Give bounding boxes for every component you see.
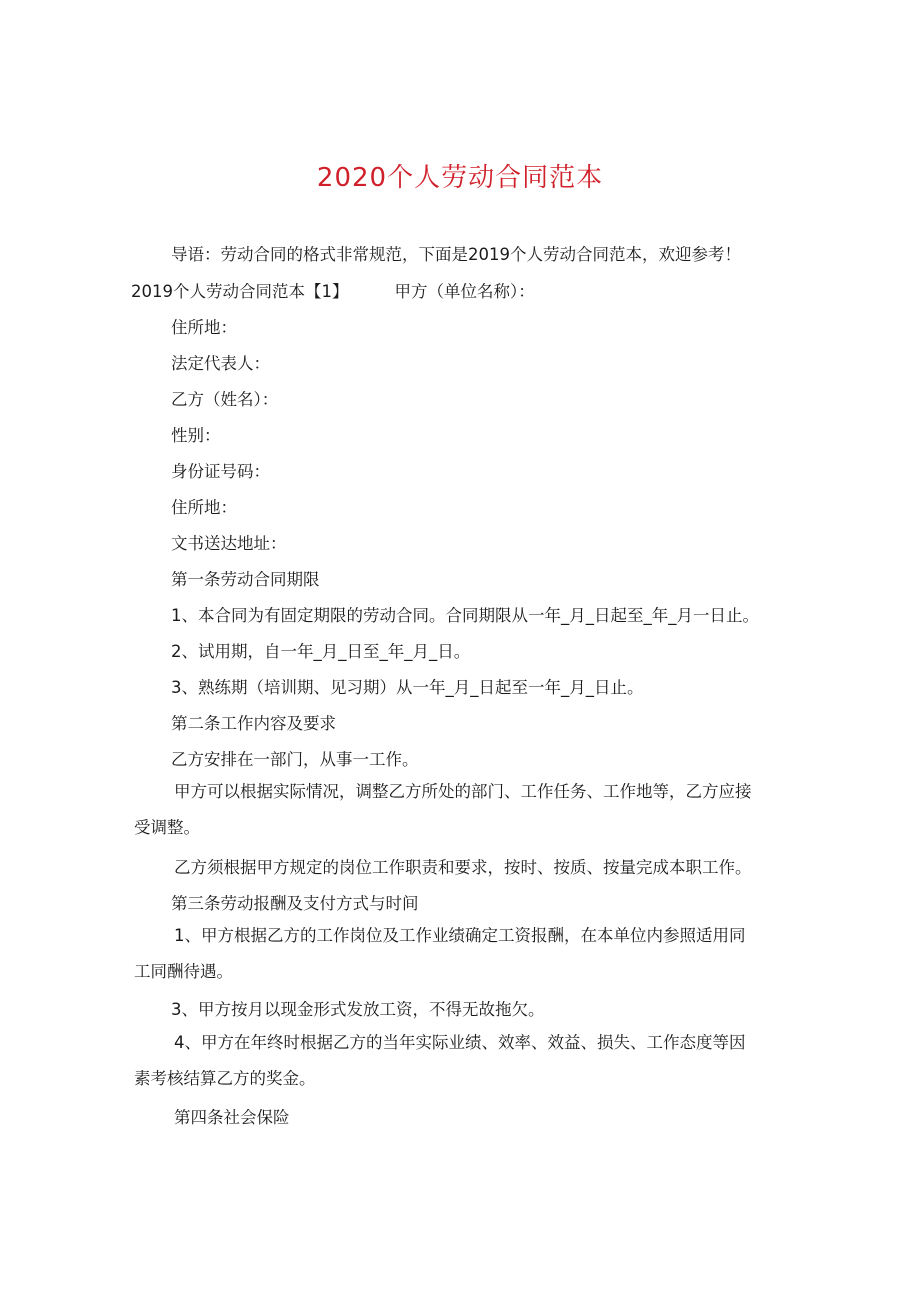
article3-item1: 1、甲方根据乙方的工作岗位及工作业绩确定工资报酬，在本单位内参照适用同工同酬待遇。 [134, 926, 746, 981]
article2-paragraph3: 乙方须根据甲方规定的岗位工作职责和要求，按时、按质、按量完成本职工作。 [174, 858, 752, 877]
id-number-field: 身份证号码： [171, 462, 270, 481]
article2-heading: 第二条工作内容及要求 [171, 714, 336, 733]
article1-heading: 第一条劳动合同期限 [171, 570, 320, 589]
article1-item2: 2、试用期，自一年_月_日至_年_月_日。 [171, 642, 471, 661]
section-heading: 2019个人劳动合同范本【1】 [131, 282, 349, 301]
article3-item4: 4、甲方在年终时根据乙方的当年实际业绩、效率、效益、损失、工作态度等因素考核结算乙方的奖金。 [134, 1033, 746, 1088]
intro-paragraph: 导语：劳动合同的格式非常规范，下面是2019个人劳动合同范本，欢迎参考！ [171, 245, 741, 264]
article1-item1: 1、本合同为有固定期限的劳动合同。合同期限从一年_月_日起至_年_月一日止。 [171, 606, 759, 625]
article1-item3: 3、熟练期（培训期、见习期）从一年_月_日起至一年_月_日止。 [171, 678, 644, 697]
article3-item3: 3、甲方按月以现金形式发放工资，不得无故拖欠。 [171, 1000, 545, 1019]
gender-field: 性别： [171, 426, 221, 445]
residence-a-field: 住所地： [171, 318, 237, 337]
article2-paragraph2: 甲方可以根据实际情况，调整乙方所处的部门、工作任务、工作地等，乙方应接受调整。 [134, 782, 752, 837]
party-a-label: 甲方（单位名称）： [394, 282, 535, 301]
legal-rep-field: 法定代表人： [171, 354, 270, 373]
article4-heading: 第四条社会保险 [174, 1108, 290, 1127]
document-title: 2020个人劳动合同范本 [316, 163, 604, 193]
article2-paragraph1: 乙方安排在一部门，从事一工作。 [171, 750, 419, 769]
party-b-field: 乙方（姓名）： [171, 390, 279, 409]
residence-b-field: 住所地： [171, 498, 237, 517]
delivery-address-field: 文书送达地址： [171, 534, 287, 553]
section-heading-line [131, 280, 535, 304]
article3-heading: 第三条劳动报酬及支付方式与时间 [171, 894, 419, 913]
